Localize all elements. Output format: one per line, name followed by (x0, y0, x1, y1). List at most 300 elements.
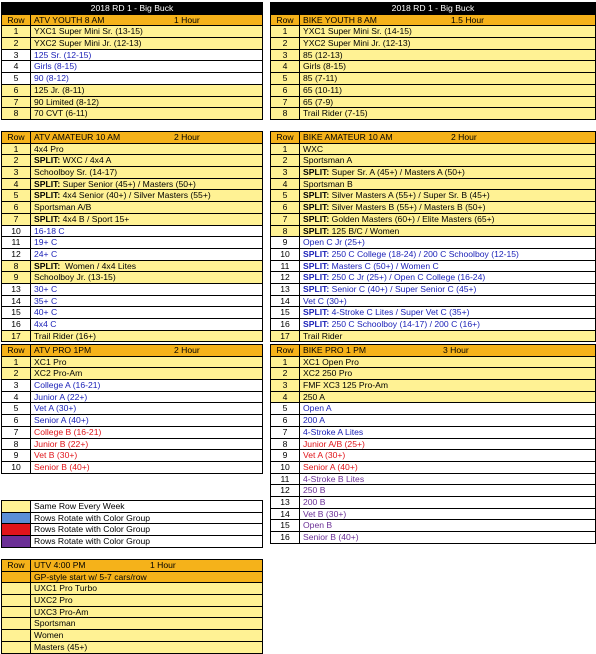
legend-label: Rows Rotate with Color Group (34, 524, 151, 535)
table-row (2, 226, 262, 238)
atv-youth-table (1, 2, 263, 120)
table-row (271, 85, 595, 97)
row-number: 4 (2, 61, 31, 72)
legend-swatch (2, 501, 31, 512)
class-name (300, 97, 595, 108)
class-text: UXC1 Pro Turbo (34, 583, 98, 594)
class-name (31, 85, 262, 96)
table-row (2, 380, 262, 392)
row-number: 11 (2, 237, 31, 248)
table-row (271, 261, 595, 273)
table-row (271, 73, 595, 85)
row-number: 16 (271, 319, 300, 330)
class-text: 125 Sr. (12-15) (34, 49, 92, 60)
split-label: SPLIT: (303, 307, 330, 318)
row-number: 10 (2, 462, 31, 473)
row-number: 15 (271, 307, 300, 318)
row-number: 3 (2, 380, 31, 391)
table-row (271, 392, 595, 404)
split-label: SPLIT: (303, 190, 330, 201)
row-number: 3 (2, 50, 31, 61)
class-text: Silver Masters A (55+) / Super Sr. B (45+) (329, 190, 490, 201)
class-text: Sportsman A (303, 155, 353, 166)
class-text: Trail Rider (303, 330, 343, 341)
class-text: Junior A/B (25+) (303, 438, 365, 449)
class-text: Super Sr. A (45+) / Masters A (50+) (329, 167, 465, 178)
row-number: 3 (271, 50, 300, 61)
class-text: Junior B (22+) (34, 438, 89, 449)
row-number: 1 (271, 144, 300, 155)
class-text: Silver Masters B (55+) / Masters B (50+) (329, 202, 486, 213)
class-name (31, 155, 262, 166)
class-text: Vet A (30+) (34, 403, 77, 414)
table-row (2, 26, 262, 38)
class-text: Senior A (40+) (34, 415, 89, 426)
class-name (31, 190, 262, 201)
row-number: 5 (271, 403, 300, 414)
table-row (271, 144, 595, 156)
row-number: 10 (271, 249, 300, 260)
table-row (271, 497, 595, 509)
table-row (2, 237, 262, 249)
class-text: Vet A (30+) (303, 450, 346, 461)
class-text: College B (16-21) (34, 426, 102, 437)
class-name (300, 237, 595, 248)
class-name (31, 607, 262, 618)
row-number: 7 (2, 214, 31, 225)
bike-youth-header (271, 15, 595, 27)
row-number: 5 (2, 190, 31, 201)
row-number: 6 (271, 415, 300, 426)
color-legend (1, 500, 263, 548)
class-text: Super Senior (45+) / Masters (50+) (60, 178, 196, 189)
table-row (2, 403, 262, 415)
class-text: 65 (10-11) (303, 84, 343, 95)
class-text: 30+ C (34, 283, 58, 294)
class-text: XC1 Pro (34, 356, 67, 367)
table-row (2, 630, 262, 642)
legend-row (2, 536, 262, 548)
class-text: Girls (8-15) (303, 61, 346, 72)
class-name (31, 167, 262, 178)
class-name (300, 368, 595, 379)
class-name (31, 357, 262, 368)
table-row (2, 190, 262, 202)
split-label: SPLIT: (34, 155, 61, 166)
utv-table (1, 559, 263, 654)
class-name (300, 485, 595, 496)
table-row (2, 439, 262, 451)
table-row (2, 583, 262, 595)
class-name (300, 226, 595, 237)
legend-row (2, 513, 262, 525)
class-text: Open C Jr (25+) (303, 237, 365, 248)
class-text: Golden Masters (60+) / Elite Masters (65+) (329, 213, 495, 224)
class-name (300, 331, 595, 342)
row-number: 7 (2, 97, 31, 108)
class-text: 4x4 Senior (40+) / Silver Masters (55+) (60, 190, 211, 201)
table-row (2, 392, 262, 404)
table-title: 2018 RD 1 - Big Buck (90, 3, 174, 13)
class-text: 4x4 B / Sport 15+ (60, 213, 130, 224)
row-number: 10 (2, 226, 31, 237)
legend-label: Rows Rotate with Color Group (34, 536, 151, 547)
atv-pro-header (2, 345, 262, 357)
class-name (31, 368, 262, 379)
class-name (300, 403, 595, 414)
table-row (271, 190, 595, 202)
legend-swatch (2, 524, 31, 535)
table-row (271, 485, 595, 497)
class-text: Vet B (30+) (34, 450, 78, 461)
class-name (31, 595, 262, 606)
split-label: SPLIT: (34, 190, 61, 201)
row-number: 16 (271, 532, 300, 543)
class-name (300, 249, 595, 260)
table-row (271, 296, 595, 308)
table-row (271, 319, 595, 331)
atv-pro-table (1, 344, 263, 474)
class-name (31, 618, 262, 629)
class-name (31, 38, 262, 49)
class-name (300, 307, 595, 318)
header-class-label: BIKE AMATEUR 10 AM (303, 132, 393, 142)
atv-amateur-table (1, 131, 263, 342)
row-number: 3 (2, 167, 31, 178)
header-time-label: 2 Hour (174, 132, 200, 142)
class-text: WXC (303, 143, 324, 154)
table-row (271, 331, 595, 343)
header-time-label: 2 Hour (174, 345, 200, 355)
class-text: Vet B (30+) (303, 508, 347, 519)
row-number: 4 (271, 61, 300, 72)
class-text: 125 Jr. (8-11) (34, 84, 85, 95)
row-number: 9 (271, 237, 300, 248)
row-number: 8 (271, 108, 300, 119)
class-name (300, 261, 595, 272)
class-name (31, 296, 262, 307)
class-name (31, 144, 262, 155)
class-name (300, 319, 595, 330)
table-row (271, 61, 595, 73)
table-row (2, 61, 262, 73)
header-time-label: 3 Hour (443, 345, 469, 355)
class-name (31, 450, 262, 461)
header-class-label: ATV PRO 1PM (34, 345, 92, 355)
row-number: 9 (271, 450, 300, 461)
table-row (271, 155, 595, 167)
class-text: 90 (8-12) (34, 73, 69, 84)
class-text: Senior B (40+) (34, 461, 90, 472)
class-text: YXC1 Super Mini Sr. (14-15) (303, 26, 412, 37)
utv-header (2, 560, 262, 572)
table-row (271, 284, 595, 296)
table-row (2, 462, 262, 474)
class-text: College A (16-21) (34, 380, 101, 391)
row-number: 7 (271, 427, 300, 438)
header-row-label: Row (271, 345, 300, 356)
header-class-label: ATV YOUTH 8 AM (34, 14, 105, 25)
class-text: UXC2 Pro (34, 595, 73, 606)
split-label: SPLIT: (303, 319, 330, 329)
header-class-label: BIKE PRO 1 PM (303, 345, 367, 355)
row-number: 6 (2, 85, 31, 96)
row-number: 2 (2, 38, 31, 49)
row-number: 13 (2, 284, 31, 295)
table-row (2, 595, 262, 607)
row-number: 2 (271, 368, 300, 379)
header-row-label: Row (2, 345, 31, 356)
table-row (2, 450, 262, 462)
class-name (300, 462, 595, 473)
class-text: 40+ C (34, 307, 58, 318)
class-text: WXC / 4x4 A (60, 155, 112, 166)
header-time-label: 1.5 Hour (451, 14, 484, 25)
row-number: 12 (271, 272, 300, 283)
class-name (31, 583, 262, 594)
table-row (271, 474, 595, 486)
row-number: 12 (271, 485, 300, 496)
table-row (271, 427, 595, 439)
legend-swatch (2, 536, 31, 547)
class-text: Senior C (40+) / Super Senior C (45+) (329, 283, 477, 294)
header-time-label: 1 Hour (174, 14, 200, 25)
row-number: 11 (271, 474, 300, 485)
class-text: 4-Stroke A Lites (303, 426, 364, 437)
header-time-label: 2 Hour (451, 132, 477, 142)
split-label: SPLIT: (34, 260, 61, 271)
class-text: Schoolboy Sr. (14-17) (34, 167, 118, 178)
class-text: 85 (7-11) (303, 73, 338, 84)
row-number: 4 (271, 392, 300, 403)
class-text: 250 C Jr (25+) / Open C College (16-24) (329, 272, 486, 283)
class-text: 250 C Schoolboy (14-17) / 200 C (16+) (329, 319, 480, 329)
class-name (300, 155, 595, 166)
split-label: SPLIT: (303, 213, 330, 224)
class-name (31, 284, 262, 295)
class-text: 85 (12-13) (303, 49, 343, 60)
row-number: 7 (271, 214, 300, 225)
table-row (2, 38, 262, 50)
row-number: 4 (2, 392, 31, 403)
class-name (300, 415, 595, 426)
row-number (2, 583, 31, 594)
atv-youth-header (2, 15, 262, 27)
row-number: 8 (2, 108, 31, 119)
class-name (31, 26, 262, 37)
row-number: 15 (271, 520, 300, 531)
class-name (31, 202, 262, 213)
row-number: 13 (271, 284, 300, 295)
row-number: 1 (2, 144, 31, 155)
split-label: SPLIT: (303, 225, 330, 236)
class-text: Women / 4x4 Lites (60, 260, 137, 271)
legend-row (2, 501, 262, 513)
bike-youth-title (271, 3, 595, 15)
table-row (2, 368, 262, 380)
class-name (300, 190, 595, 201)
class-name (300, 202, 595, 213)
class-name (300, 108, 595, 119)
header-row-label: Row (2, 132, 31, 143)
class-name (300, 392, 595, 403)
table-row (2, 50, 262, 62)
class-name (31, 331, 262, 342)
class-text: Open A (303, 403, 332, 414)
class-name (300, 474, 595, 485)
header-row-label: Row (2, 15, 31, 26)
header-row-label: Row (271, 132, 300, 143)
class-text: 65 (7-9) (303, 96, 334, 107)
class-name (31, 226, 262, 237)
row-number: 13 (271, 497, 300, 508)
table-row (271, 179, 595, 191)
class-name (31, 61, 262, 72)
row-number (2, 642, 31, 653)
class-text: Vet C (30+) (303, 295, 347, 306)
split-label: SPLIT: (303, 248, 330, 259)
table-row (271, 415, 595, 427)
class-name (31, 380, 262, 391)
bike-amateur-table (270, 131, 596, 342)
row-number: 17 (2, 331, 31, 342)
class-name (300, 497, 595, 508)
class-name (300, 509, 595, 520)
split-label: SPLIT: (303, 283, 330, 294)
class-name (31, 319, 262, 330)
legend-swatch (2, 513, 31, 524)
row-number: 6 (271, 85, 300, 96)
class-name (300, 380, 595, 391)
row-number: 1 (271, 26, 300, 37)
class-text: GP-style start w/ 5-7 cars/row (34, 571, 147, 582)
table-row (271, 249, 595, 261)
class-text: 19+ C (34, 237, 58, 248)
bike-pro-table (270, 344, 596, 544)
class-text: 24+ C (34, 248, 58, 259)
class-name (300, 532, 595, 543)
class-name (300, 284, 595, 295)
class-text: Masters C (50+) / Women C (329, 260, 439, 271)
class-text: Junior A (22+) (34, 391, 88, 402)
table-row (271, 167, 595, 179)
bike-youth-table (270, 2, 596, 120)
row-number: 1 (2, 26, 31, 37)
class-text: YXC2 Super Mini Jr. (12-13) (34, 38, 142, 49)
class-text: 70 CVT (6-11) (34, 108, 88, 119)
row-number: 1 (2, 357, 31, 368)
class-name (31, 108, 262, 119)
class-text: 200 B (303, 496, 326, 507)
table-row (2, 331, 262, 343)
row-number: 5 (2, 403, 31, 414)
class-name (31, 403, 262, 414)
table-row (271, 368, 595, 380)
class-name (300, 450, 595, 461)
table-row (2, 572, 262, 584)
table-row (2, 85, 262, 97)
class-name (300, 439, 595, 450)
class-name (300, 61, 595, 72)
row-number: 9 (2, 450, 31, 461)
class-text: 4x4 Pro (34, 143, 64, 154)
class-name (300, 26, 595, 37)
class-name (300, 272, 595, 283)
class-name (300, 179, 595, 190)
legend-label: Rows Rotate with Color Group (34, 512, 151, 523)
class-name (31, 50, 262, 61)
row-number: 5 (271, 73, 300, 84)
row-number: 8 (271, 439, 300, 450)
bike-amateur-header (271, 132, 595, 144)
class-text: 125 B/C / Women (329, 225, 400, 236)
table-row (271, 357, 595, 369)
table-row (2, 607, 262, 619)
class-name (31, 307, 262, 318)
table-row (2, 357, 262, 369)
table-row (2, 108, 262, 120)
class-name (300, 214, 595, 225)
class-text: UXC3 Pro-Am (34, 606, 89, 617)
table-row (2, 272, 262, 284)
class-name (300, 427, 595, 438)
row-number: 4 (271, 179, 300, 190)
class-name (31, 572, 262, 583)
row-number (2, 595, 31, 606)
class-text: 250 B (303, 485, 326, 496)
row-number: 2 (2, 155, 31, 166)
row-number: 6 (271, 202, 300, 213)
row-number: 14 (2, 296, 31, 307)
table-row (271, 509, 595, 521)
row-number: 3 (271, 167, 300, 178)
legend-row (2, 524, 262, 536)
class-text: 200 A (303, 415, 325, 426)
class-name (300, 38, 595, 49)
class-name (31, 214, 262, 225)
table-row (271, 26, 595, 38)
class-text: 4x4 C (34, 319, 57, 329)
row-number: 12 (2, 249, 31, 260)
legend-label: Same Row Every Week (34, 501, 125, 511)
class-name (31, 261, 262, 272)
split-label: SPLIT: (34, 178, 61, 189)
class-text: XC2 Pro-Am (34, 368, 83, 379)
table-row (2, 144, 262, 156)
header-class-label: ATV AMATEUR 10 AM (34, 132, 121, 142)
header-class-label: BIKE YOUTH 8 AM (303, 14, 377, 25)
split-label: SPLIT: (303, 260, 330, 271)
row-number: 10 (271, 462, 300, 473)
class-name (31, 427, 262, 438)
class-text: Sportsman A/B (34, 202, 92, 213)
split-label: SPLIT: (303, 202, 330, 213)
row-number: 16 (2, 319, 31, 330)
row-number: 2 (271, 155, 300, 166)
table-row (271, 532, 595, 544)
table-title: 2018 RD 1 - Big Buck (391, 3, 475, 13)
table-row (2, 415, 262, 427)
row-number: 1 (271, 357, 300, 368)
table-row (271, 403, 595, 415)
class-text: Masters (45+) (34, 641, 88, 652)
row-number: 9 (2, 272, 31, 283)
table-row (271, 214, 595, 226)
row-number: 8 (2, 439, 31, 450)
row-number (2, 607, 31, 618)
table-row (2, 179, 262, 191)
split-label: SPLIT: (34, 213, 61, 224)
